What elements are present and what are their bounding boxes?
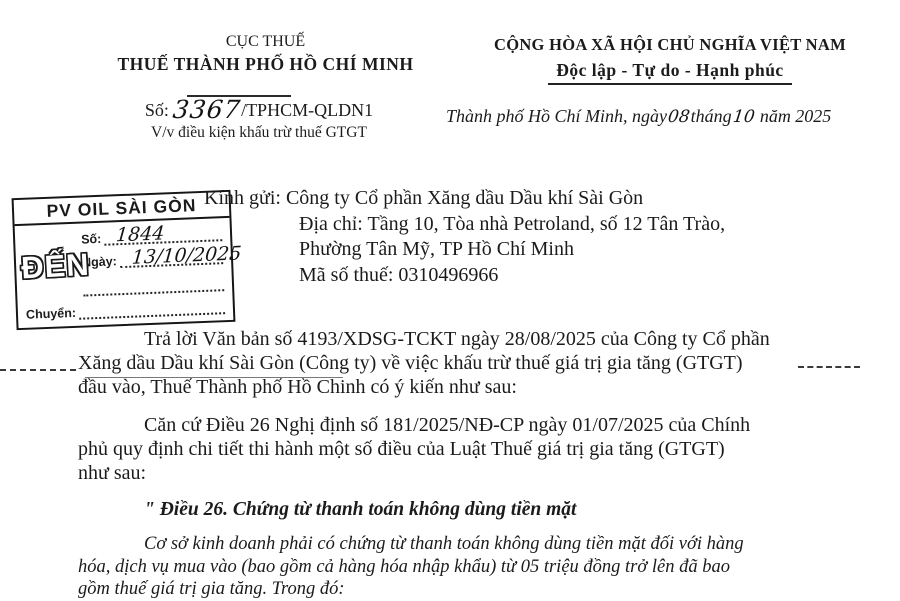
pen-underline-company-name (85, 377, 343, 378)
recipient-address-line: Địa chỉ: Tầng 10, Tòa nhà Petroland, số 12 Tân Trào, (299, 212, 726, 235)
quoted-article-text (78, 533, 868, 601)
recipient-address-line: Phường Tân Mỹ, TP Hồ Chí Minh (299, 238, 574, 260)
place-date-suffix: năm 2025 (759, 106, 832, 126)
national-title: CỘNG HÒA XÃ HỘI CHỦ NGHĨA VIỆT NAM (493, 35, 846, 54)
stamp-date-dotted-line (119, 242, 243, 269)
body-line: như sau: (78, 462, 147, 484)
number-label: Số: (144, 100, 169, 120)
national-motto: Độc lập - Tự do - Hạnh phúc (548, 60, 791, 85)
body-line: đầu vào, Thuế Thành phố Hồ Chinh có ý kiến như sau: (78, 376, 517, 398)
handwritten-day: 08 (666, 107, 691, 127)
body-line: phủ quy định chi tiết thi hành một số điều của Luật Thuế giá trị gia tăng (GTGT) (78, 438, 725, 460)
stamp-blank-dotted-line (83, 275, 225, 296)
agency-name: THUẾ THÀNH PHỐ HỒ CHÍ MINH (117, 54, 414, 74)
quoted-article-heading: " Điều 26. Chứng từ thanh toán không dùng tiền mặt (144, 499, 577, 520)
stamp-number-dotted-line (104, 222, 222, 247)
body-line: Căn cứ Điều 26 Nghị định số 181/2025/NĐ-CP ngày 01/07/2025 của Chính (144, 414, 751, 436)
stamp-body (15, 218, 243, 328)
recipient-block (204, 186, 824, 288)
stamp-blank-row (83, 275, 225, 296)
place-date-prefix: Thành phố Hồ Chí Minh, ngày (446, 106, 668, 126)
recipient-line: Kính gửi: Công ty Cổ phần Xăng dầu Dầu khí Sài Gòn (204, 187, 644, 209)
handwritten-document-number: 3367 (171, 95, 243, 124)
number-suffix: /TPHCM-QLDN1 (241, 100, 374, 120)
issuing-agency-block (88, 33, 443, 75)
place-date-line (446, 106, 892, 127)
stamp-date-label: Ngày: (81, 254, 118, 270)
pen-dash-right-margin (798, 366, 860, 368)
body-line: Xăng dầu Dầu khí Sài Gòn (Công ty) về việc khấu trừ thuế giá trị gia tăng (GTGT) (78, 352, 743, 374)
stamp-company-name: PV OIL SÀI GÒN (14, 192, 230, 226)
recipient-taxcode-line: Mã số thuế: 0310496966 (299, 263, 499, 286)
document-subject: V/v điều kiện khấu trừ thuế GTGT (151, 124, 367, 141)
place-date-mid: tháng (690, 106, 732, 126)
national-header-block (452, 35, 888, 85)
stamp-date-row (81, 242, 243, 270)
handwritten-arrival-date: 13/10/2025 (130, 242, 243, 269)
body-line: hóa, dịch vụ mua vào (bao gồm cả hàng hóa nhập khẩu) từ 05 triệu đồng trở lên đã bao (78, 556, 730, 577)
parent-agency-name: CỤC THUẾ (225, 33, 306, 50)
stamp-forward-label: Chuyển: (25, 305, 77, 322)
arrival-stamp (12, 190, 243, 330)
handwritten-month: 10 (731, 107, 756, 127)
body-line: gồm thuế giá trị gia tăng. Trong đó: (78, 579, 345, 599)
stamp-forward-dotted-line (79, 298, 226, 320)
body-line: Cơ sở kinh doanh phải có chứng từ thanh toán không dùng tiền mặt đối với hàng (144, 534, 744, 554)
pen-dash-left-margin (0, 369, 76, 371)
stamp-arrival-word: ĐẾN (20, 246, 91, 286)
document-reference-block (104, 95, 414, 142)
body-line: Trả lời Văn bản số 4193/XDSG-TCKT ngày 28/08/2025 của Công ty Cổ phần (144, 328, 770, 350)
paragraph-legal-basis (78, 413, 868, 485)
handwritten-arrival-number: 1844 (115, 222, 166, 247)
letter-body (78, 327, 868, 601)
document-number-line (104, 95, 414, 124)
paragraph-reply (78, 327, 868, 399)
stamp-forward-row (26, 298, 225, 322)
stamp-number-label: Số: (80, 231, 102, 247)
